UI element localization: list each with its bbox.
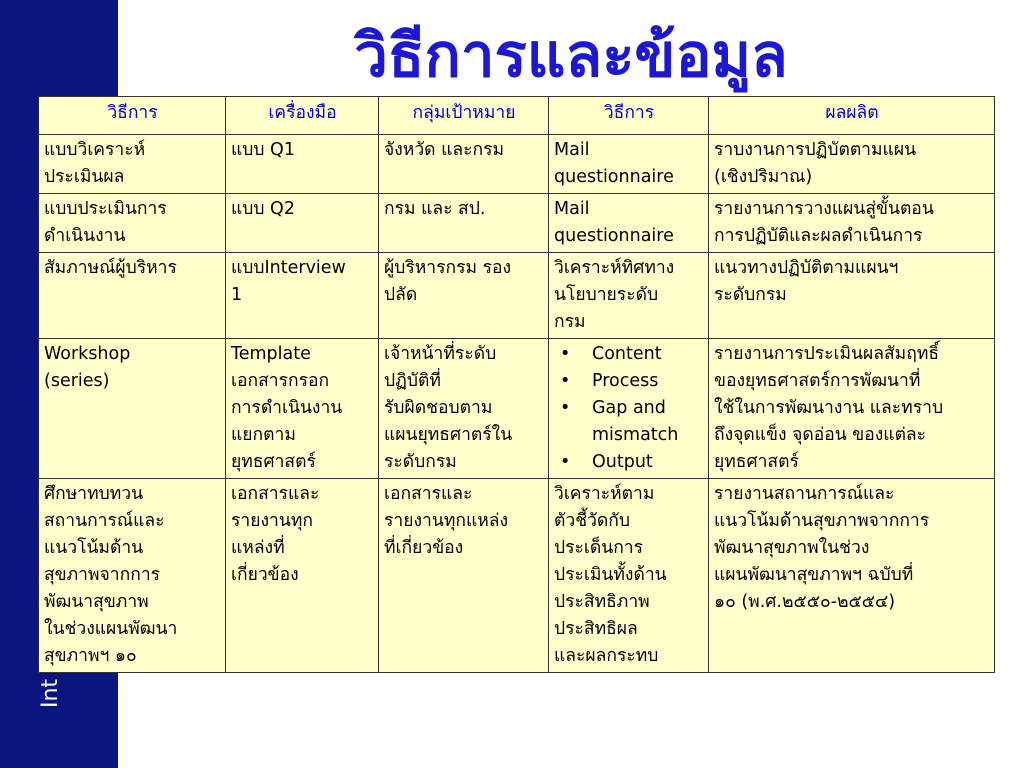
cell-line: รับผิดชอบตาม xyxy=(384,398,493,418)
cell-line: (เชิงปริมาณ) xyxy=(714,167,813,187)
cell-line: การดำเนินงาน xyxy=(231,398,343,418)
cell-line: ดำเนินงาน xyxy=(44,226,126,246)
bullet-dot-icon: • xyxy=(560,344,571,364)
bullet-item xyxy=(554,395,704,449)
cell-line: รายงานทุกแหล่ง xyxy=(384,511,509,531)
cell-method xyxy=(39,253,226,339)
cell-line: ถึงจุดแข็ง จุดอ่อน ของแต่ละ xyxy=(714,425,927,445)
cell-tool xyxy=(226,253,379,339)
cell-line: รายงานการประเมินผลสัมฤทธิ์ xyxy=(714,344,940,364)
cell-output xyxy=(709,479,995,673)
cell-line: แผนพัฒนาสุขภาพฯ ฉบับที่ xyxy=(714,565,914,585)
bullet-list xyxy=(554,341,704,476)
bullet-dot-icon: • xyxy=(560,371,571,391)
page-title: วิธีการและข้อมูล xyxy=(354,21,788,91)
cell-line: แบบ Q2 xyxy=(231,199,295,219)
cell-line: เอกสารกรอก xyxy=(231,371,330,391)
cell-line: แหล่งที่ xyxy=(231,538,285,558)
cell-line: สุขภาพฯ ๑๐ xyxy=(44,646,137,666)
bullet-text: Gap and mismatch xyxy=(592,398,679,445)
cell-line: ประสิทธิผล xyxy=(554,619,638,639)
cell-line: วิเคราะห์ตาม xyxy=(554,484,655,504)
cell-line: แผนยุทธศาตร์ใน xyxy=(384,425,513,445)
sidebar-text: Int xyxy=(38,678,63,708)
table-row xyxy=(39,339,995,479)
cell-line: Mail xyxy=(554,199,590,219)
cell-line: แบบประเมินการ xyxy=(44,199,167,219)
table-row xyxy=(39,135,995,194)
bullet-text: Content xyxy=(592,344,662,364)
header-tool: เครื่องมือ xyxy=(226,97,379,135)
cell-target-group xyxy=(379,253,549,339)
cell-method xyxy=(39,135,226,194)
cell-analysis-method xyxy=(549,194,709,253)
cell-output xyxy=(709,194,995,253)
cell-line: ราบงานการปฏิบัตตามแผน xyxy=(714,140,917,160)
cell-output xyxy=(709,135,995,194)
cell-line: พัฒนาสุขภาพในช่วง xyxy=(714,538,870,558)
bullet-item xyxy=(554,449,704,476)
cell-line: สุขภาพจากการ xyxy=(44,565,161,585)
cell-analysis-method xyxy=(549,339,709,479)
cell-line: เอกสารและ xyxy=(231,484,320,504)
header-output: ผลผลิต xyxy=(709,97,995,135)
cell-method xyxy=(39,479,226,673)
cell-line: ประสิทธิภาพ xyxy=(554,592,650,612)
bullet-item xyxy=(554,368,704,395)
cell-line: ระดับกรม xyxy=(714,285,787,305)
cell-line: กรม และ สป. xyxy=(384,199,486,219)
table-row xyxy=(39,253,995,339)
cell-analysis-method xyxy=(549,253,709,339)
cell-method xyxy=(39,339,226,479)
table-header-row xyxy=(39,97,995,135)
cell-line: ตัวชี้วัดกับ xyxy=(554,511,630,531)
cell-analysis-method xyxy=(549,479,709,673)
cell-line: Template xyxy=(231,344,311,364)
cell-line: ผู้บริหารกรม รอง xyxy=(384,258,512,278)
cell-analysis-method xyxy=(549,135,709,194)
cell-tool xyxy=(226,479,379,673)
cell-output xyxy=(709,339,995,479)
cell-line: ใช้ในการพัฒนางาน และทราบ xyxy=(714,398,944,418)
cell-line: รายงานสถานการณ์และ xyxy=(714,484,895,504)
bullet-item xyxy=(554,341,704,368)
cell-tool xyxy=(226,339,379,479)
cell-line: รายงานทุก xyxy=(231,511,313,531)
header-method: วิธีการ xyxy=(39,97,226,135)
cell-tool xyxy=(226,194,379,253)
cell-line: Mail xyxy=(554,140,590,160)
cell-method xyxy=(39,194,226,253)
cell-line: แบบ Q1 xyxy=(231,140,295,160)
cell-target-group xyxy=(379,479,549,673)
cell-line: แนวโน้มด้านสุขภาพจากการ xyxy=(714,511,930,531)
cell-line: ๑๐ (พ.ศ.๒๕๕๐-๒๕๕๔) xyxy=(714,592,896,612)
table-row xyxy=(39,194,995,253)
cell-output xyxy=(709,253,995,339)
cell-line: เกี่ยวข้อง xyxy=(231,565,299,585)
cell-line: ปลัด xyxy=(384,285,418,305)
table-row xyxy=(39,479,995,673)
methods-table xyxy=(38,96,995,673)
header-analysis-method: วิธีการ xyxy=(549,97,709,135)
cell-line: รายงานการวางแผนสู่ขั้นตอน xyxy=(714,199,934,219)
bullet-text: Output xyxy=(592,452,653,472)
cell-target-group xyxy=(379,339,549,479)
cell-line: วิเคราะห์ทิศทาง xyxy=(554,258,675,278)
cell-line: ยุทธศาสตร์ xyxy=(231,452,316,472)
header-target-group: กลุ่มเป้าหมาย xyxy=(379,97,549,135)
cell-line: กรม xyxy=(554,312,586,332)
cell-line: ระดับกรม xyxy=(384,452,457,472)
cell-line: ประเมินผล xyxy=(44,167,125,187)
cell-line: ปฏิบัติที่ xyxy=(384,371,441,391)
cell-target-group xyxy=(379,135,549,194)
cell-line: แนวทางปฏิบัติตามแผนฯ xyxy=(714,258,899,278)
cell-line: ยุทธศาสตร์ xyxy=(714,452,799,472)
cell-line: สัมภาษณ์ผู้บริหาร xyxy=(44,258,177,278)
cell-line: ในช่วงแผนพัฒนา xyxy=(44,619,178,639)
cell-line: ที่เกี่ยวข้อง xyxy=(384,538,464,558)
cell-line: แบบInterview xyxy=(231,258,346,278)
cell-line: แบบวิเคราะห์ xyxy=(44,140,146,160)
cell-line: เจ้าหน้าที่ระดับ xyxy=(384,344,497,364)
cell-line: เอกสารและ xyxy=(384,484,473,504)
cell-line: แนวโน้มด้าน xyxy=(44,538,144,558)
cell-line: questionnaire xyxy=(554,226,674,246)
cell-line: การปฏิบัติและผลดำเนินการ xyxy=(714,226,923,246)
cell-line: ประเด็นการ xyxy=(554,538,644,558)
cell-line: สถานการณ์และ xyxy=(44,511,165,531)
cell-line: 1 xyxy=(231,285,243,305)
cell-line: ศึกษาทบทวน xyxy=(44,484,144,504)
cell-line: ของยุทธศาสตร์การพัฒนาที่ xyxy=(714,371,921,391)
bullet-dot-icon: • xyxy=(560,452,571,472)
bullet-dot-icon: • xyxy=(560,398,571,418)
cell-line: questionnaire xyxy=(554,167,674,187)
bullet-text: Process xyxy=(592,371,659,391)
cell-target-group xyxy=(379,194,549,253)
cell-line: Workshop xyxy=(44,344,131,364)
cell-line: แยกตาม xyxy=(231,425,296,445)
cell-line: (series) xyxy=(44,371,110,391)
cell-line: นโยบายระดับ xyxy=(554,285,659,305)
cell-line: พัฒนาสุขภาพ xyxy=(44,592,149,612)
cell-line: จังหวัด และกรม xyxy=(384,140,505,160)
cell-tool xyxy=(226,135,379,194)
cell-line: และผลกระทบ xyxy=(554,646,659,666)
cell-line: ประเมินทั้งด้าน xyxy=(554,565,667,585)
